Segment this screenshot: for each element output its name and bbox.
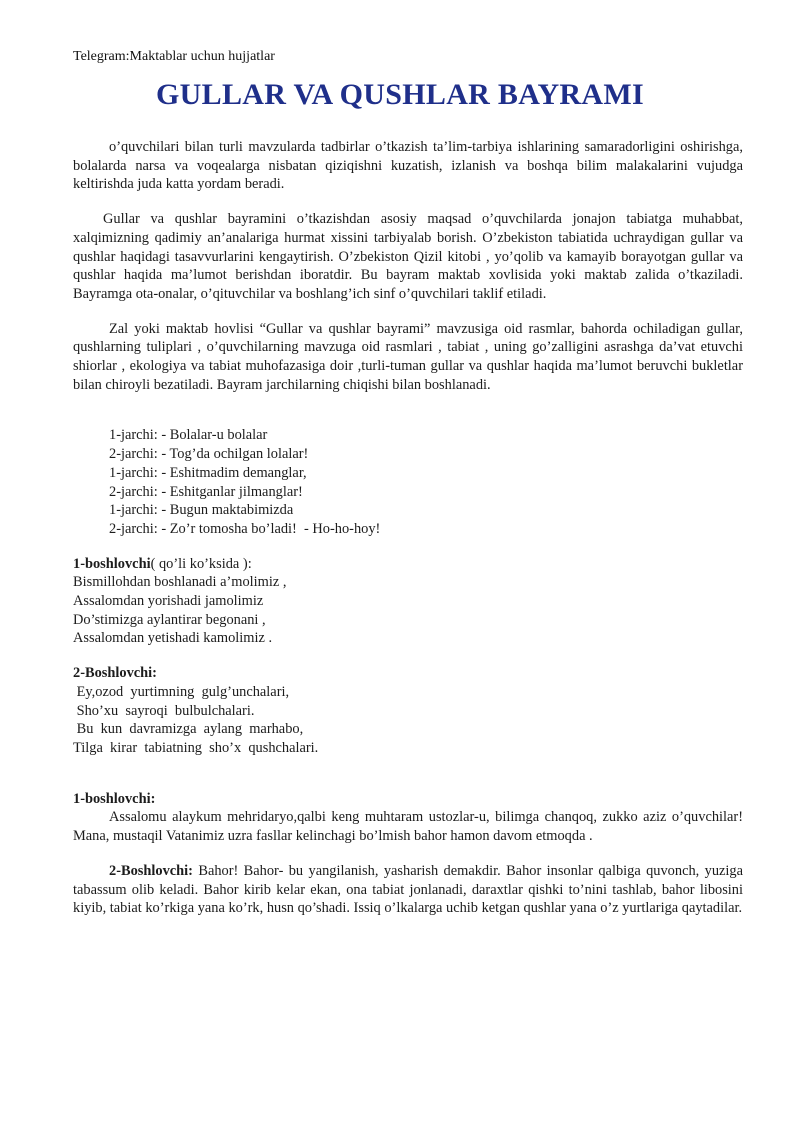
document-title: GULLAR VA QUSHLAR BAYRAMI [156,78,644,111]
intro-paragraph-1: o’quvchilari bilan turli mavzularda tadbirlar o’tkazish ta’lim-tarbiya ishlarining samaradorligini oshirishga, bolalarda narsa va voqealarga nisbatan qiziqishni kuzatish, izlanish va boshqa bilim malakalarini vujudga keltirishda juda katta yordam beradi. [73,139,743,193]
section-3-paragraph: Assalomu alaykum mehridaryo,qalbi keng muhtaram ustozlar-u, bilimga chanqoq, zukko aziz o’quvchilar! Mana, mustaqil Vatanimiz uzra fasllar kelinchagi bo’lmish bahor hamon davom etmoqda . [73,809,743,845]
section-2-boshlovchi [73,664,743,758]
verse-line: Tilga kirar tabiatning sho’x qushchalari. [73,739,319,756]
jarchi-line: 1-jarchi: - Bolalar-u bolalar [109,427,268,444]
jarchi-dialogue [73,426,743,538]
jarchi-line: 2-jarchi: - Eshitganlar jilmanglar! [109,483,303,500]
telegram-header: Telegram:Maktablar uchun hujjatlar [73,49,275,64]
intro-paragraph-3: Zal yoki maktab hovlisi “Gullar va qushlar bayrami” mavzusiga oid rasmlar, bahorda ochiladigan gullar, qushlarning tuliplari , o’quvchilarning mavzuga oid rasmlari , tabiat , uning go’zalligini asrashga da’vat etuvchi shiorlar , ekologiya va tabiat muhofazasiga doir ,turli-tuman gullar va qushlar haqida ma’lumot beruvchi bukletlar bilan chiroyli bezatiladi. Bayram jarchilarning chiqishi bilan boshlanadi. [73,320,743,393]
verse-line: Assalomdan yetishadi kamolimiz . [73,630,273,647]
jarchi-line: 2-jarchi: - Tog’da ochilgan lolalar! [109,446,309,463]
verse-line: Ey,ozod yurtimning gulg’unchalari, [73,683,290,700]
verse-line: Bismillohdan boshlanadi a’molimiz , [73,574,287,591]
section-4-heading: 2-Boshlovchi: [109,862,193,879]
section-2-heading: 2-Boshlovchi: [73,665,157,682]
jarchi-line: 1-jarchi: - Eshitmadim demanglar, [109,464,307,481]
section-4-paragraph: Bahor! Bahor- bu yangilanish, yasharish demakdir. Bahor insonlar qalbiga quvonch, yuziga tabassum olib keladi. Bahor kirib kelar ekan, ona tabiat jonlanadi, daraxtlar qishki to’nini tashlab, bahor libosini kiyib, tabiat ko’rkiga yana ko’rk, husn qo’shadi. Issiq o’lkalarga uchib ketgan qushlar yana o’z yurtlariga qaytadilar. [73,862,743,917]
section-4-boshlovchi [73,862,743,918]
verse-line: Bu kun davramizga aylang marhabo, [73,721,304,738]
section-1-heading-note: ( qo’li ko’ksida ): [150,555,252,572]
document-body [73,138,743,918]
intro-paragraph-2: Gullar va qushlar bayramini o’tkazishdan asosiy maqsad o’quvchilarda jonajon tabiatga muhabbat, xalqimizning qadimiy an’analariga hurmat xissini tarbiyalab borish. O’zbekiston tabiatida uchraydigan gullar va qushlar haqidagi tasavvurlarini kengaytirish. O’zbekiston Qizil kitobi , yo’qolib va kamayib borayotgan gullar va qushlar haqida ma’lumot berishdan iboratdir. Bu bayram maktab xovlisida yoki maktab zalida o’tkaziladi. Bayramga ota-onalar, o’qituvchilar va boshlang’ich sinf o’quvchilari taklif etiladi. [73,211,743,302]
verse-line: Sho’xu sayroqi bulbulchalari. [73,702,255,719]
section-1-heading: 1-boshlovchi [73,555,151,572]
jarchi-line: 1-jarchi: - Bugun maktabimizda [109,502,294,519]
verse-line: Do’stimizga aylantirar begonani , [73,611,266,628]
section-3-boshlovchi [73,790,743,846]
section-3-heading: 1-boshlovchi: [73,790,156,807]
jarchi-line: 2-jarchi: - Zo’r tomosha bo’ladi! - Ho-ho-hoy! [109,520,381,537]
section-1-boshlovchi [73,555,743,649]
verse-line: Assalomdan yorishadi jamolimiz [73,593,264,610]
